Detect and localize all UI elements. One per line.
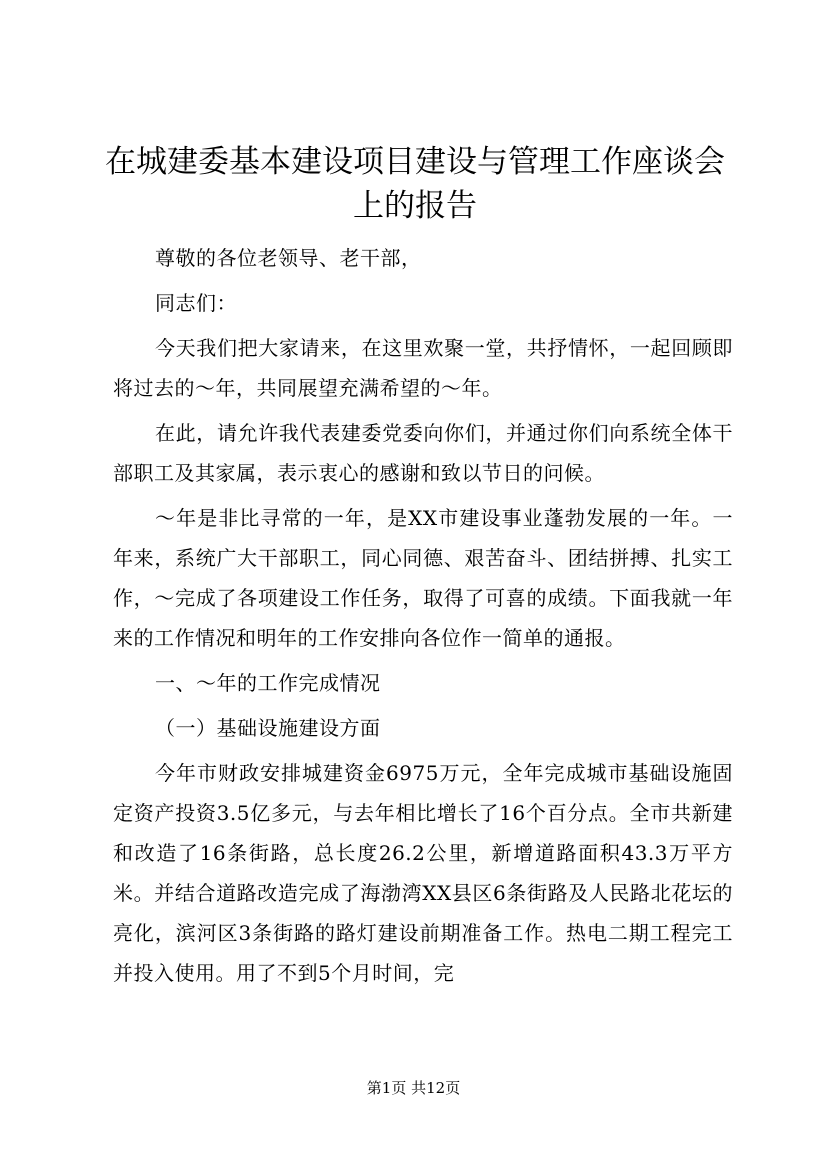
body-paragraph: 今年市财政安排城建资金6975万元，全年完成城市基础设施固定资产投资3.5亿多元，与去年相比增长了16个百分点。全市共新建和改造了16条街路，总长度26.2公里，新增道路面积43.3万平方米。并结合道路改造完成了海渤湾XX县区6条街路及人民路北花坛的亮化，滨河区3条街路的路灯建设前期准备工作。热电二期工程完工并投入使用。用了不到5个月时间，完: [113, 761, 733, 985]
body-paragraph: ～年是非比寻常的一年，是XX市建设事业蓬勃发展的一年。一年来，系统广大干部职工，同心同德、艰苦奋斗、团结拼搏、扎实工作，～完成了各项建设工作任务，取得了可喜的成绩。下面我就一年来的工作情况和明年的工作安排向各位作一简单的通报。: [113, 506, 733, 650]
page-footer: 第1页 共12页: [366, 1079, 461, 1097]
salutation-paragraph: 尊敬的各位老领导、老干部，: [155, 246, 422, 270]
section-heading: 一、～年的工作完成情况: [155, 671, 381, 695]
body-paragraph: 在此，请允许我代表建委党委向你们，并通过你们向系统全体干部职工及其家属，表示衷心的感谢和致以节日的问候。: [113, 421, 733, 485]
body-paragraph: 今天我们把大家请来，在这里欢聚一堂，共抒情怀，一起回顾即将过去的～年，共同展望充满希望的～年。: [113, 336, 733, 400]
document-title: 在城建委基本建设项目建设与管理工作座谈会上的报告: [105, 144, 725, 224]
subsection-heading: （一）基础设施建设方面: [155, 716, 381, 740]
document-body: [113, 238, 733, 998]
greeting-paragraph: 同志们：: [155, 291, 237, 315]
